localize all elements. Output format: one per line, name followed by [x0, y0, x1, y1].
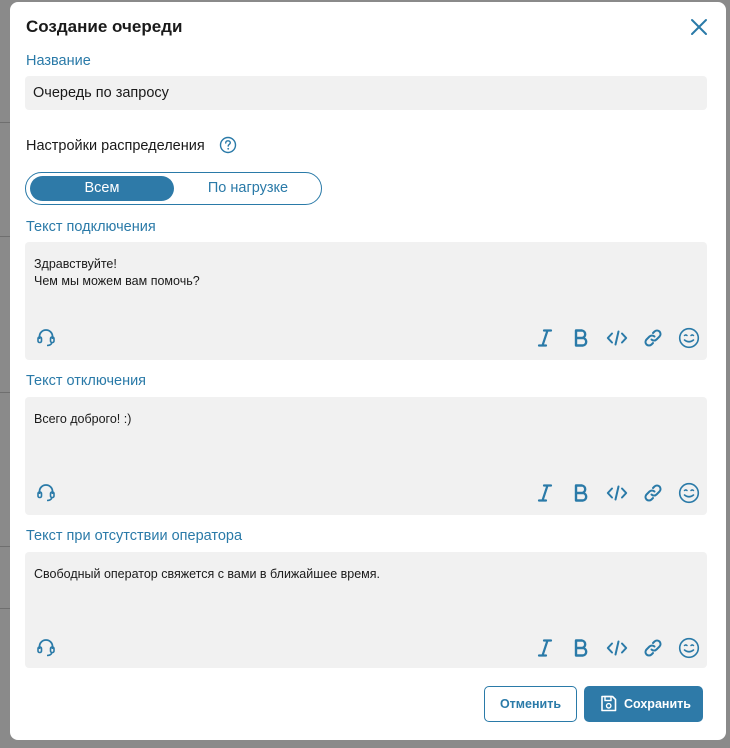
floppy-disk-icon [600, 695, 617, 712]
link-button[interactable] [642, 327, 664, 349]
disconnect-text-content[interactable]: Всего доброго! :) [34, 412, 132, 426]
bold-button[interactable] [570, 637, 592, 659]
backdrop-divider [0, 122, 10, 123]
no-operator-text-content[interactable]: Свободный оператор свяжется с вами в ближайшее время. [34, 567, 381, 581]
save-button-label: Сохранить [624, 697, 691, 711]
distribution-settings-label: Настройки распределения [26, 138, 205, 154]
option-by-load[interactable]: По нагрузке [207, 180, 289, 196]
disconnect-text-editor [25, 397, 707, 515]
question-circle-icon [219, 136, 237, 154]
code-button[interactable] [606, 482, 628, 504]
link-icon [642, 327, 664, 349]
italic-button[interactable] [534, 327, 556, 349]
emoji-icon [678, 637, 700, 659]
code-icon [606, 637, 628, 659]
link-button[interactable] [642, 637, 664, 659]
bold-icon [570, 327, 592, 349]
bold-icon [570, 482, 592, 504]
emoji-button[interactable] [678, 327, 700, 349]
name-label: Название [26, 53, 91, 69]
cancel-button[interactable]: Отменить [484, 686, 577, 722]
distribution-toggle [25, 172, 322, 205]
italic-button[interactable] [534, 637, 556, 659]
headset-button[interactable] [35, 481, 57, 503]
code-button[interactable] [606, 637, 628, 659]
disconnect-text-label: Текст отключения [26, 373, 147, 389]
create-queue-dialog [10, 2, 726, 740]
headset-icon [35, 636, 57, 658]
bold-icon [570, 637, 592, 659]
code-icon [606, 482, 628, 504]
italic-icon [534, 637, 556, 659]
bold-button[interactable] [570, 327, 592, 349]
link-button[interactable] [642, 482, 664, 504]
backdrop-divider [0, 392, 10, 393]
bold-button[interactable] [570, 482, 592, 504]
emoji-button[interactable] [678, 482, 700, 504]
headset-icon [35, 326, 57, 348]
italic-button[interactable] [534, 482, 556, 504]
backdrop-divider [0, 608, 10, 609]
link-icon [642, 637, 664, 659]
close-icon [688, 16, 710, 38]
code-icon [606, 327, 628, 349]
headset-icon [35, 481, 57, 503]
emoji-icon [678, 482, 700, 504]
emoji-icon [678, 327, 700, 349]
code-button[interactable] [606, 327, 628, 349]
connect-text-content[interactable]: Здравствуйте! Чем мы можем вам помочь? [34, 257, 200, 288]
dialog-title: Создание очереди [26, 17, 183, 36]
connect-text-label: Текст подключения [26, 219, 156, 235]
no-operator-text-editor [25, 552, 707, 668]
connect-text-editor [25, 242, 707, 360]
backdrop-divider [0, 546, 10, 547]
link-icon [642, 482, 664, 504]
headset-button[interactable] [35, 326, 57, 348]
queue-name-input[interactable] [25, 76, 707, 110]
emoji-button[interactable] [678, 637, 700, 659]
no-operator-text-label: Текст при отсутствии оператора [26, 528, 243, 544]
headset-button[interactable] [35, 636, 57, 658]
option-all[interactable]: Всем [30, 176, 174, 201]
help-icon[interactable] [219, 136, 237, 154]
close-button[interactable] [688, 16, 710, 38]
italic-icon [534, 482, 556, 504]
save-button[interactable] [584, 686, 703, 722]
italic-icon [534, 327, 556, 349]
backdrop-divider [0, 236, 10, 237]
